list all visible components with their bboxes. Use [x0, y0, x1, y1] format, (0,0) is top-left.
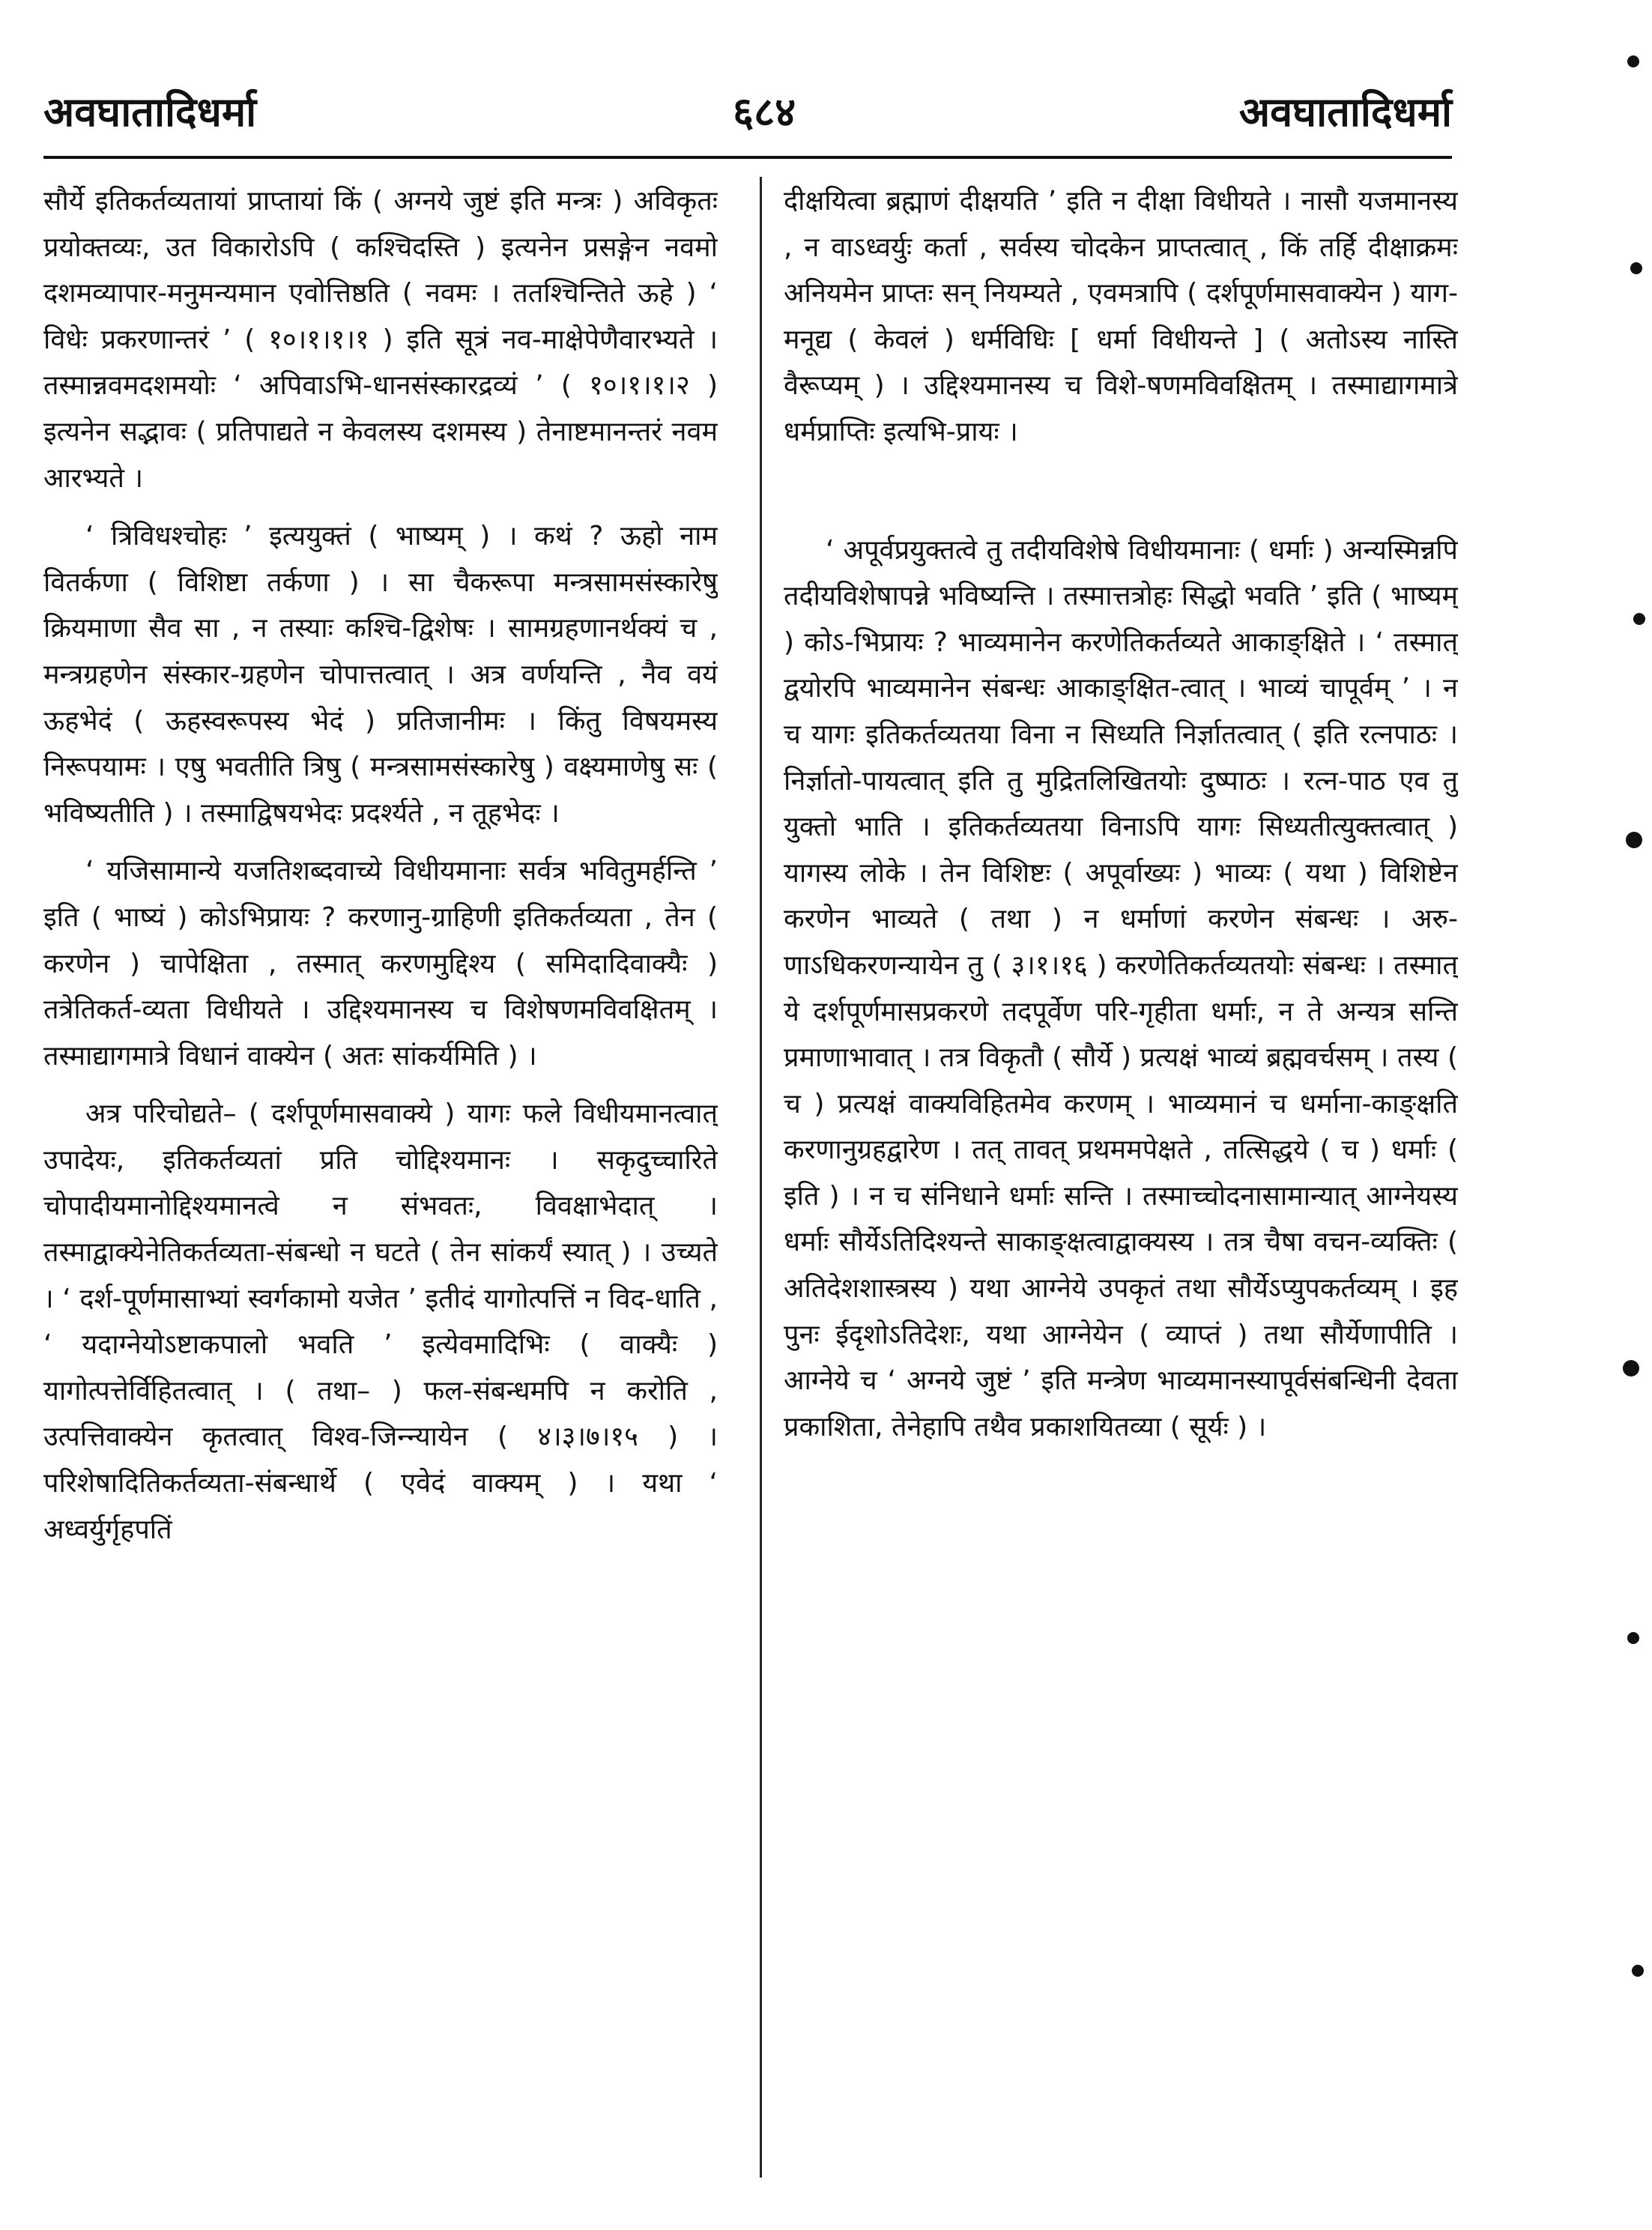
left-paragraph-3: ‘ यजिसामान्ये यजतिशब्दवाच्ये विधीयमानाः सर्वत्र भवितुमर्हन्ति ’ इति ( भाष्यं ) कोऽभिप्रायः ? करणानु-ग्राहिणी इतिकर्तव्यता , तेन ( करणेन ) चापेक्षिता , तस्मात् करणमुद्दिश्य ( समिदादिवाक्यैः ) तत्रेतिकर्त-व्यता विधीयते । उद्दिश्यमानस्य च विशेषणमविवक्षितम् । तस्माद्यागमात्रे विधानं वाक्येन ( अतः सांकर्यमिति ) ।	[43, 856, 718, 1072]
scan-speck	[1627, 1632, 1639, 1644]
running-title-left: अवघातादिधर्मा	[43, 88, 257, 136]
right-column	[784, 178, 1458, 2187]
page-number: ६८४	[733, 88, 796, 136]
running-title-right: अवघातादिधर्मा	[1238, 88, 1452, 136]
left-column	[43, 178, 718, 2187]
right-paragraph-2: ‘ अपूर्वप्रयुक्तत्वे तु तदीयविशेषे विधीयमानाः ( धर्माः ) अन्यस्मिन्नपि तदीयविशेषापन्ने भविष्यन्ति । तस्मात्तत्रोहः सिद्धो भवति ’ इति ( भाष्यम् ) कोऽ-भिप्रायः ? भाव्यमानेन करणेतिकर्तव्यते आकाङ्क्षिते । ‘ तस्मात् द्वयोरपि भाव्यमानेन संबन्धः आकाङ्क्षित-त्वात् । भाव्यं चापूर्वम् ’ । न च यागः इतिकर्तव्यतया विना न सिध्यति निर्ज्ञातत्वात् ( इति रत्नपाठः । निर्ज्ञातो-पायत्वात् इति तु मुद्रितलिखितयोः दुष्पाठः । रत्न-पाठ एव तु युक्तो भाति । इतिकर्तव्यतया विनाऽपि यागः सिध्यतीत्युक्तत्वात् ) यागस्य लोके । तेन विशिष्टः ( अपूर्वाख्यः ) भाव्यः ( यथा ) विशिष्टेन करणेन भाव्यते ( तथा ) न धर्माणां करणेन संबन्धः । अरु-णाऽधिकरणन्यायेन तु ( ३।१।१६ ) करणेतिकर्तव्यतयोः संबन्धः । तस्मात् ये दर्शपूर्णमासप्रकरणे तदपूर्वेण परि-गृहीता धर्माः, न ते अन्यत्र सन्ति प्रमाणाभावात् । तत्र विकृतौ ( सौर्ये ) प्रत्यक्षं भाव्यं ब्रह्मवर्चसम् । तस्य ( च ) प्रत्यक्षं वाक्यविहितमेव करणम् । भाव्यमानं च धर्माना-काङ्क्षति करणानुग्रहद्वारेण । तत् तावत् प्रथममपेक्षते , तत्सिद्धये ( च ) धर्माः ( इति ) । न च संनिधाने धर्माः सन्ति । तस्माच्चोदनासामान्यात् आग्नेयस्य धर्माः सौर्येऽतिदिश्यन्ते साकाङ्क्षत्वाद्वाक्यस्य । तत्र चैषा वचन-व्यक्तिः ( अतिदेशशास्त्रस्य ) यथा आग्नेये उपकृतं तथा सौर्येऽप्युपकर्तव्यम् । इह पुनः ईदृशोऽतिदेशः, यथा आग्नेयेन ( व्याप्तं ) तथा सौर्येणापीति । आग्नेये च ‘ अग्नये जुष्टं ’ इति मन्त्रेण भाव्यमानस्यापूर्वसंबन्धिनी देवता प्रकाशिता, तेनेहापि तथैव प्रकाशयितव्या ( सूर्यः ) ।	[784, 534, 1458, 1442]
left-paragraph-1: सौर्ये इतिकर्तव्यतायां प्राप्तायां किं ( अग्नये जुष्टं इति मन्त्रः ) अविकृतः प्रयोक्तव्यः, उत विकारोऽपि ( कश्चिदस्ति ) इत्यनेन प्रसङ्गेन नवमो दशमव्यापार-मनुमन्यमान एवोत्तिष्ठति ( नवमः । ततश्चिन्तिते ऊहे ) ‘ विधेः प्रकरणान्तरं ’ ( १०।१।१।१ ) इति सूत्रं नव-माक्षेपेणैवारभ्यते । तस्मान्नवमदशमयोः ‘ अपिवाऽभि-धानसंस्कारद्रव्यं ’ ( १०।१।१।२ ) इत्यनेन सद्भावः ( प्रतिपाद्यते न केवलस्य दशमस्य ) तेनाष्टमानन्तरं नवम आरभ्यते ।	[43, 186, 718, 494]
header-rule	[43, 156, 1452, 159]
left-paragraph-4: अत्र परिचोद्यते– ( दर्शपूर्णमासवाक्ये ) यागः फले विधीयमानत्वात् उपादेयः, इतिकर्तव्यतां प्रति चोद्दिश्यमानः । सकृदुच्चारिते चोपादीयमानोद्दिश्यमानत्वे न संभवतः, विवक्षाभेदात् । तस्माद्वाक्येनेतिकर्तव्यता-संबन्धो न घटते ( तेन सांकर्यं स्यात् ) । उच्यते । ‘ दर्श-पूर्णमासाभ्यां स्वर्गकामो यजेत ’ इतीदं यागोत्पत्तिं न विद-धाति , ‘ यदाग्नेयोऽष्टाकपालो भवति ’ इत्येवमादिभिः ( वाक्यैः ) यागोत्पत्तेर्विहितत्वात् । ( तथा– ) फल-संबन्धमपि न करोति , उत्पत्तिवाक्येन कृतत्वात् विश्व-जिन्न्यायेन ( ४।३।७।१५ ) । परिशेषादितिकर्तव्यता-संबन्धार्थे ( एवेदं वाक्यम् ) । यथा ‘ अध्वर्युर्गृहपतिं	[43, 1099, 718, 1545]
page-header	[43, 72, 1452, 139]
scan-speck	[1627, 55, 1639, 67]
scan-speck	[1623, 1360, 1639, 1377]
scan-speck	[1632, 1965, 1644, 1977]
scan-speck	[1633, 613, 1645, 625]
left-paragraph-2: ‘ त्रिविधश्चोहः ’ इत्ययुक्तं ( भाष्यम् ) । कथं ? ऊहो नाम वितर्कणा ( विशिष्टा तर्कणा ) । सा चैकरूपा मन्त्रसामसंस्कारेषु क्रियमाणा सैव सा , न तस्याः कश्चि-द्विशेषः । सामग्रहणानर्थक्यं च , मन्त्रग्रहणेन संस्कार-ग्रहणेन चोपात्तत्वात् । अत्र वर्णयन्ति , नैव वयं ऊहभेदं ( ऊहस्वरूपस्य भेदं ) प्रतिजानीमः । किंतु विषयमस्य निरूपयामः । एषु भवतीति त्रिषु ( मन्त्रसामसंस्कारेषु ) वक्ष्यमाणेषु सः ( भविष्यतीति ) । तस्माद्विषयभेदः प्रदर्श्यते , न तूहभेदः ।	[43, 521, 718, 829]
scan-speck	[1630, 262, 1642, 274]
column-divider	[760, 177, 762, 2178]
scan-speck	[1626, 832, 1642, 848]
right-paragraph-1: दीक्षयित्वा ब्रह्माणं दीक्षयति ’ इति न दीक्षा विधीयते । नासौ यजमानस्य , न वाऽध्वर्युः कर्ता , सर्वस्य चोदकेन प्राप्तत्वात् , किं तर्हि दीक्षाक्रमः अनियमेन प्राप्तः सन् नियम्यते , एवमत्रापि ( दर्शपूर्णमासवाक्येन ) याग-मनूद्य ( केवलं ) धर्मविधिः [ धर्मा विधीयन्ते ] ( अतोऽस्य नास्ति वैरूप्यम् ) । उद्दिश्यमानस्य च विशे-षणमविवक्षितम् । तस्माद्यागमात्रे धर्मप्राप्तिः इत्यभि-प्रायः ।	[784, 186, 1458, 447]
